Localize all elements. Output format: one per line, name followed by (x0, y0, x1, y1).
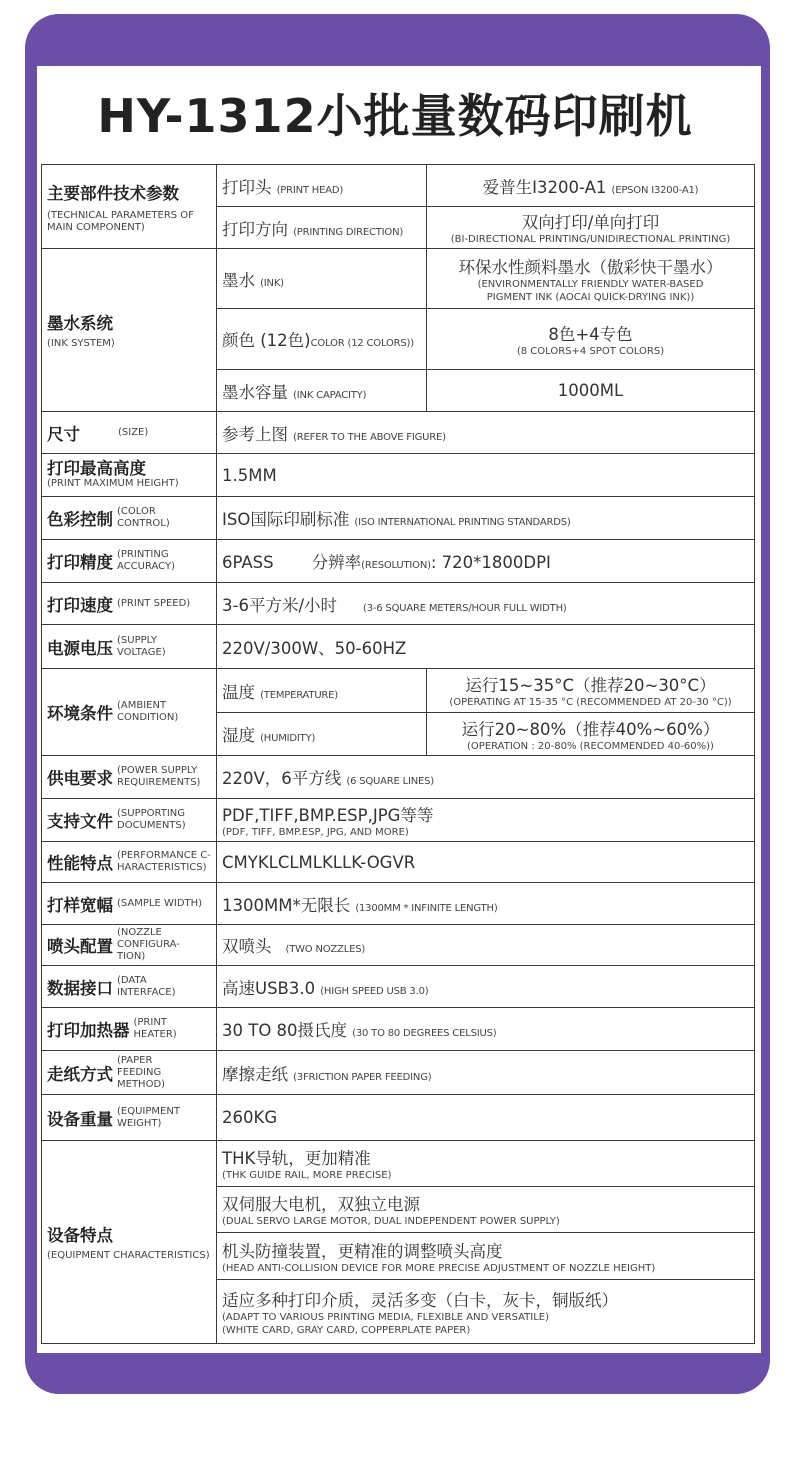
param-capacity: 墨水容量 (INK CAPACITY) (217, 370, 427, 412)
param-temperature: 温度 (TEMPERATURE) (217, 669, 427, 713)
category-power-supply: 供电要求 (POWER SUPPLY REQUIREMENTS) (42, 756, 217, 799)
value-capacity: 1000ML (427, 370, 755, 412)
table-row (42, 583, 755, 625)
param-print-head: 打印头 (PRINT HEAD) (217, 165, 427, 207)
value-files: PDF,TIFF,BMP.ESP,JPG等等 (PDF, TIFF, BMP.ESP, JPG, AND MORE) (217, 799, 755, 842)
value-sample-width: 1300MM*无限长 (1300MM * INFINITE LENGTH) (217, 883, 755, 925)
param-humidity: 湿度 (HUMIDITY) (217, 713, 427, 756)
table-row (42, 883, 755, 925)
value-temperature: 运行15~35°C（推荐20~30°C） (OPERATING AT 15-35 °C (RECOMMENDED AT 20-30 °C)) (427, 669, 755, 713)
table-row (42, 1008, 755, 1051)
value-interface: 高速USB3.0 (HIGH SPEED USB 3.0) (217, 966, 755, 1008)
table-row (42, 249, 755, 309)
table-row (42, 412, 755, 454)
value-heater: 30 TO 80摄氏度 (30 TO 80 DEGREES CELSIUS) (217, 1008, 755, 1051)
category-speed: 打印速度 (PRINT SPEED) (42, 583, 217, 625)
table-row (42, 454, 755, 497)
category-ambient: 环境条件 (AMBIENT CONDITION) (42, 669, 217, 756)
category-paper-feed: 走纸方式 (PAPER FEEDING METHOD) (42, 1051, 217, 1095)
category-max-height: 打印最高高度 (PRINT MAXIMUM HEIGHT) (42, 454, 217, 497)
category-ink-system: 墨水系统 (INK SYSTEM) (42, 249, 217, 412)
category-performance: 性能特点 (PERFORMANCE C- HARACTERISTICS) (42, 842, 217, 883)
category-color-control: 色彩控制 (COLOR CONTROL) (42, 497, 217, 540)
table-row (42, 1141, 755, 1187)
table-row (42, 625, 755, 669)
table-row (42, 966, 755, 1008)
feature-item: 双伺服大电机，双独立电源 (DUAL SERVO LARGE MOTOR, DUAL INDEPENDENT POWER SUPPLY) (217, 1187, 755, 1233)
category-power: 电源电压 (SUPPLY VOLTAGE) (42, 625, 217, 669)
value-nozzle: 双喷头 (TWO NOZZLES) (217, 925, 755, 966)
value-speed: 3-6平方米/小时 (3-6 SQUARE METERS/HOUR FULL WIDTH) (217, 583, 755, 625)
category-main-component: 主要部件技术参数 (TECHNICAL PARAMETERS OF MAIN COMPONENT) (42, 165, 217, 249)
value-direction: 双向打印/单向打印 (BI-DIRECTIONAL PRINTING/UNIDIRECTIONAL PRINTING) (427, 207, 755, 249)
category-heater: 打印加热器 (PRINT HEATER) (42, 1008, 217, 1051)
category-characteristics: 设备特点 (EQUIPMENT CHARACTERISTICS) (42, 1141, 217, 1344)
feature-item: 机头防撞装置，更精准的调整喷头高度 (HEAD ANTI-COLLISION DEVICE FOR MORE PRECISE ADJUSTMENT OF NOZZLE HEIGHT) (217, 1233, 755, 1280)
feature-item: THK导轨，更加精准 (THK GUIDE RAIL, MORE PRECISE) (217, 1141, 755, 1187)
category-sample-width: 打样宽幅 (SAMPLE WIDTH) (42, 883, 217, 925)
category-interface: 数据接口 (DATA INTERFACE) (42, 966, 217, 1008)
category-files: 支持文件 (SUPPORTING DOCUMENTS) (42, 799, 217, 842)
value-ink: 环保水性颜料墨水（傲彩快干墨水） (ENVIRONMENTALLY FRIENDLY WATER-BASED PIGMENT INK (AOCAI QUICK-DRYING INK)) (427, 249, 755, 309)
value-paper-feed: 摩擦走纸 (3FRICTION PAPER FEEDING) (217, 1051, 755, 1095)
value-accuracy: 6PASS 分辨率(RESOLUTION): 720*1800DPI (217, 540, 755, 583)
category-weight: 设备重量 (EQUIPMENT WEIGHT) (42, 1095, 217, 1141)
table-row (42, 165, 755, 207)
spec-table (41, 164, 755, 1344)
table-row (42, 1051, 755, 1095)
value-performance: CMYKLCLMLKLLK-OGVR (217, 842, 755, 883)
value-color: 8色+4专色 (8 COLORS+4 SPOT COLORS) (427, 309, 755, 370)
value-weight: 260KG (217, 1095, 755, 1141)
value-humidity: 运行20~80%（推荐40%~60%） (OPERATION : 20-80% (RECOMMENDED 40-60%)) (427, 713, 755, 756)
param-ink: 墨水 (INK) (217, 249, 427, 309)
table-row (42, 1095, 755, 1141)
table-row (42, 669, 755, 713)
table-row (42, 799, 755, 842)
category-accuracy: 打印精度 (PRINTING ACCURACY) (42, 540, 217, 583)
value-print-head: 爱普生I3200-A1 (EPSON I3200-A1) (427, 165, 755, 207)
page-title: HY-1312小批量数码印刷机 (97, 89, 693, 143)
category-size: 尺寸 (SIZE) (42, 412, 217, 454)
table-row (42, 540, 755, 583)
table-row (42, 497, 755, 540)
category-nozzle: 喷头配置 (NOZZLE CONFIGURA- TION) (42, 925, 217, 966)
table-row (42, 925, 755, 966)
value-color-control: ISO国际印刷标准 (ISO INTERNATIONAL PRINTING STANDARDS) (217, 497, 755, 540)
feature-item: 适应多种打印介质，灵活多变（白卡，灰卡，铜版纸） (ADAPT TO VARIOUS PRINTING MEDIA, FLEXIBLE AND VERSATILE) (WHITE CARD, GRAY CARD, COPPERPLATE PAPER) (217, 1280, 755, 1344)
table-row (42, 756, 755, 799)
value-power: 220V/300W、50-60HZ (217, 625, 755, 669)
value-power-supply: 220V，6平方线 (6 SQUARE LINES) (217, 756, 755, 799)
value-size: 参考上图 (REFER TO THE ABOVE FIGURE) (217, 412, 755, 454)
param-color: 颜色 (12色)COLOR (12 COLORS)) (217, 309, 427, 370)
value-max-height: 1.5MM (217, 454, 755, 497)
param-direction: 打印方向 (PRINTING DIRECTION) (217, 207, 427, 249)
table-row (42, 842, 755, 883)
